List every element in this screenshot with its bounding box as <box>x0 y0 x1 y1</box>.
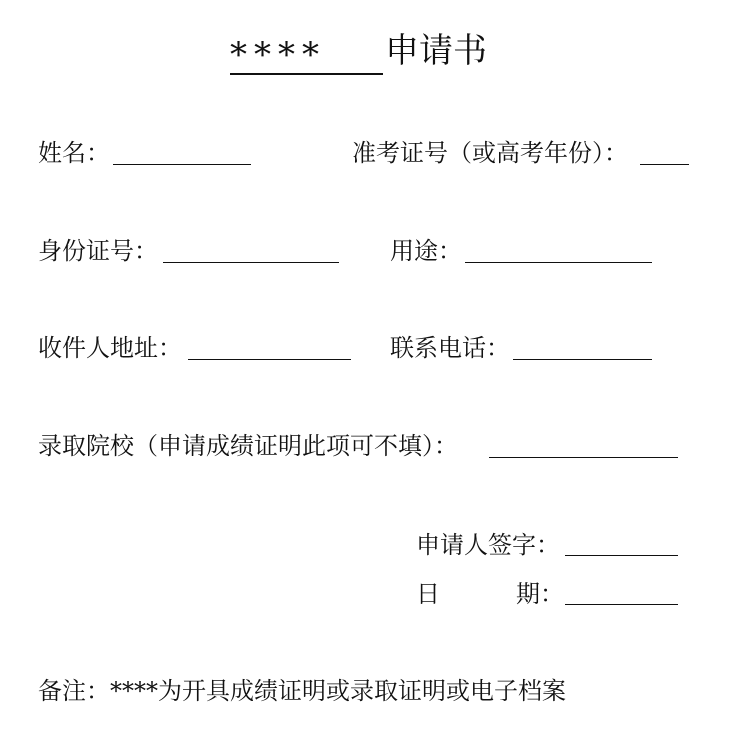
exam-number-blank-line <box>640 164 689 165</box>
applicant-signature-label: 申请人签字： <box>416 531 560 559</box>
admitted-school-blank-line <box>489 457 678 458</box>
date-blank-line <box>565 604 678 605</box>
phone-blank-line <box>513 359 652 360</box>
page-title: 申请书 <box>385 31 487 71</box>
applicant-signature-blank-line <box>565 555 678 556</box>
purpose-blank-line <box>465 262 652 263</box>
title-stars: **** <box>230 35 326 75</box>
id-number-label: 身份证号： <box>38 237 158 265</box>
purpose-label: 用途： <box>390 237 462 265</box>
name-blank-line <box>113 164 251 165</box>
recipient-address-blank-line <box>188 359 351 360</box>
recipient-address-label: 收件人地址： <box>38 334 182 362</box>
id-number-blank-line <box>163 262 339 263</box>
name-label: 姓名： <box>38 139 110 167</box>
title-underline <box>230 73 383 75</box>
note-text: 备注：****为开具成绩证明或录取证明或电子档案 <box>38 677 566 705</box>
date-label-right: 期： <box>516 580 564 608</box>
phone-label: 联系电话： <box>390 334 510 362</box>
exam-number-label: 准考证号（或高考年份）： <box>352 139 628 167</box>
date-label-left: 日 <box>416 580 440 608</box>
admitted-school-label: 录取院校（申请成绩证明此项可不填）： <box>38 432 458 460</box>
